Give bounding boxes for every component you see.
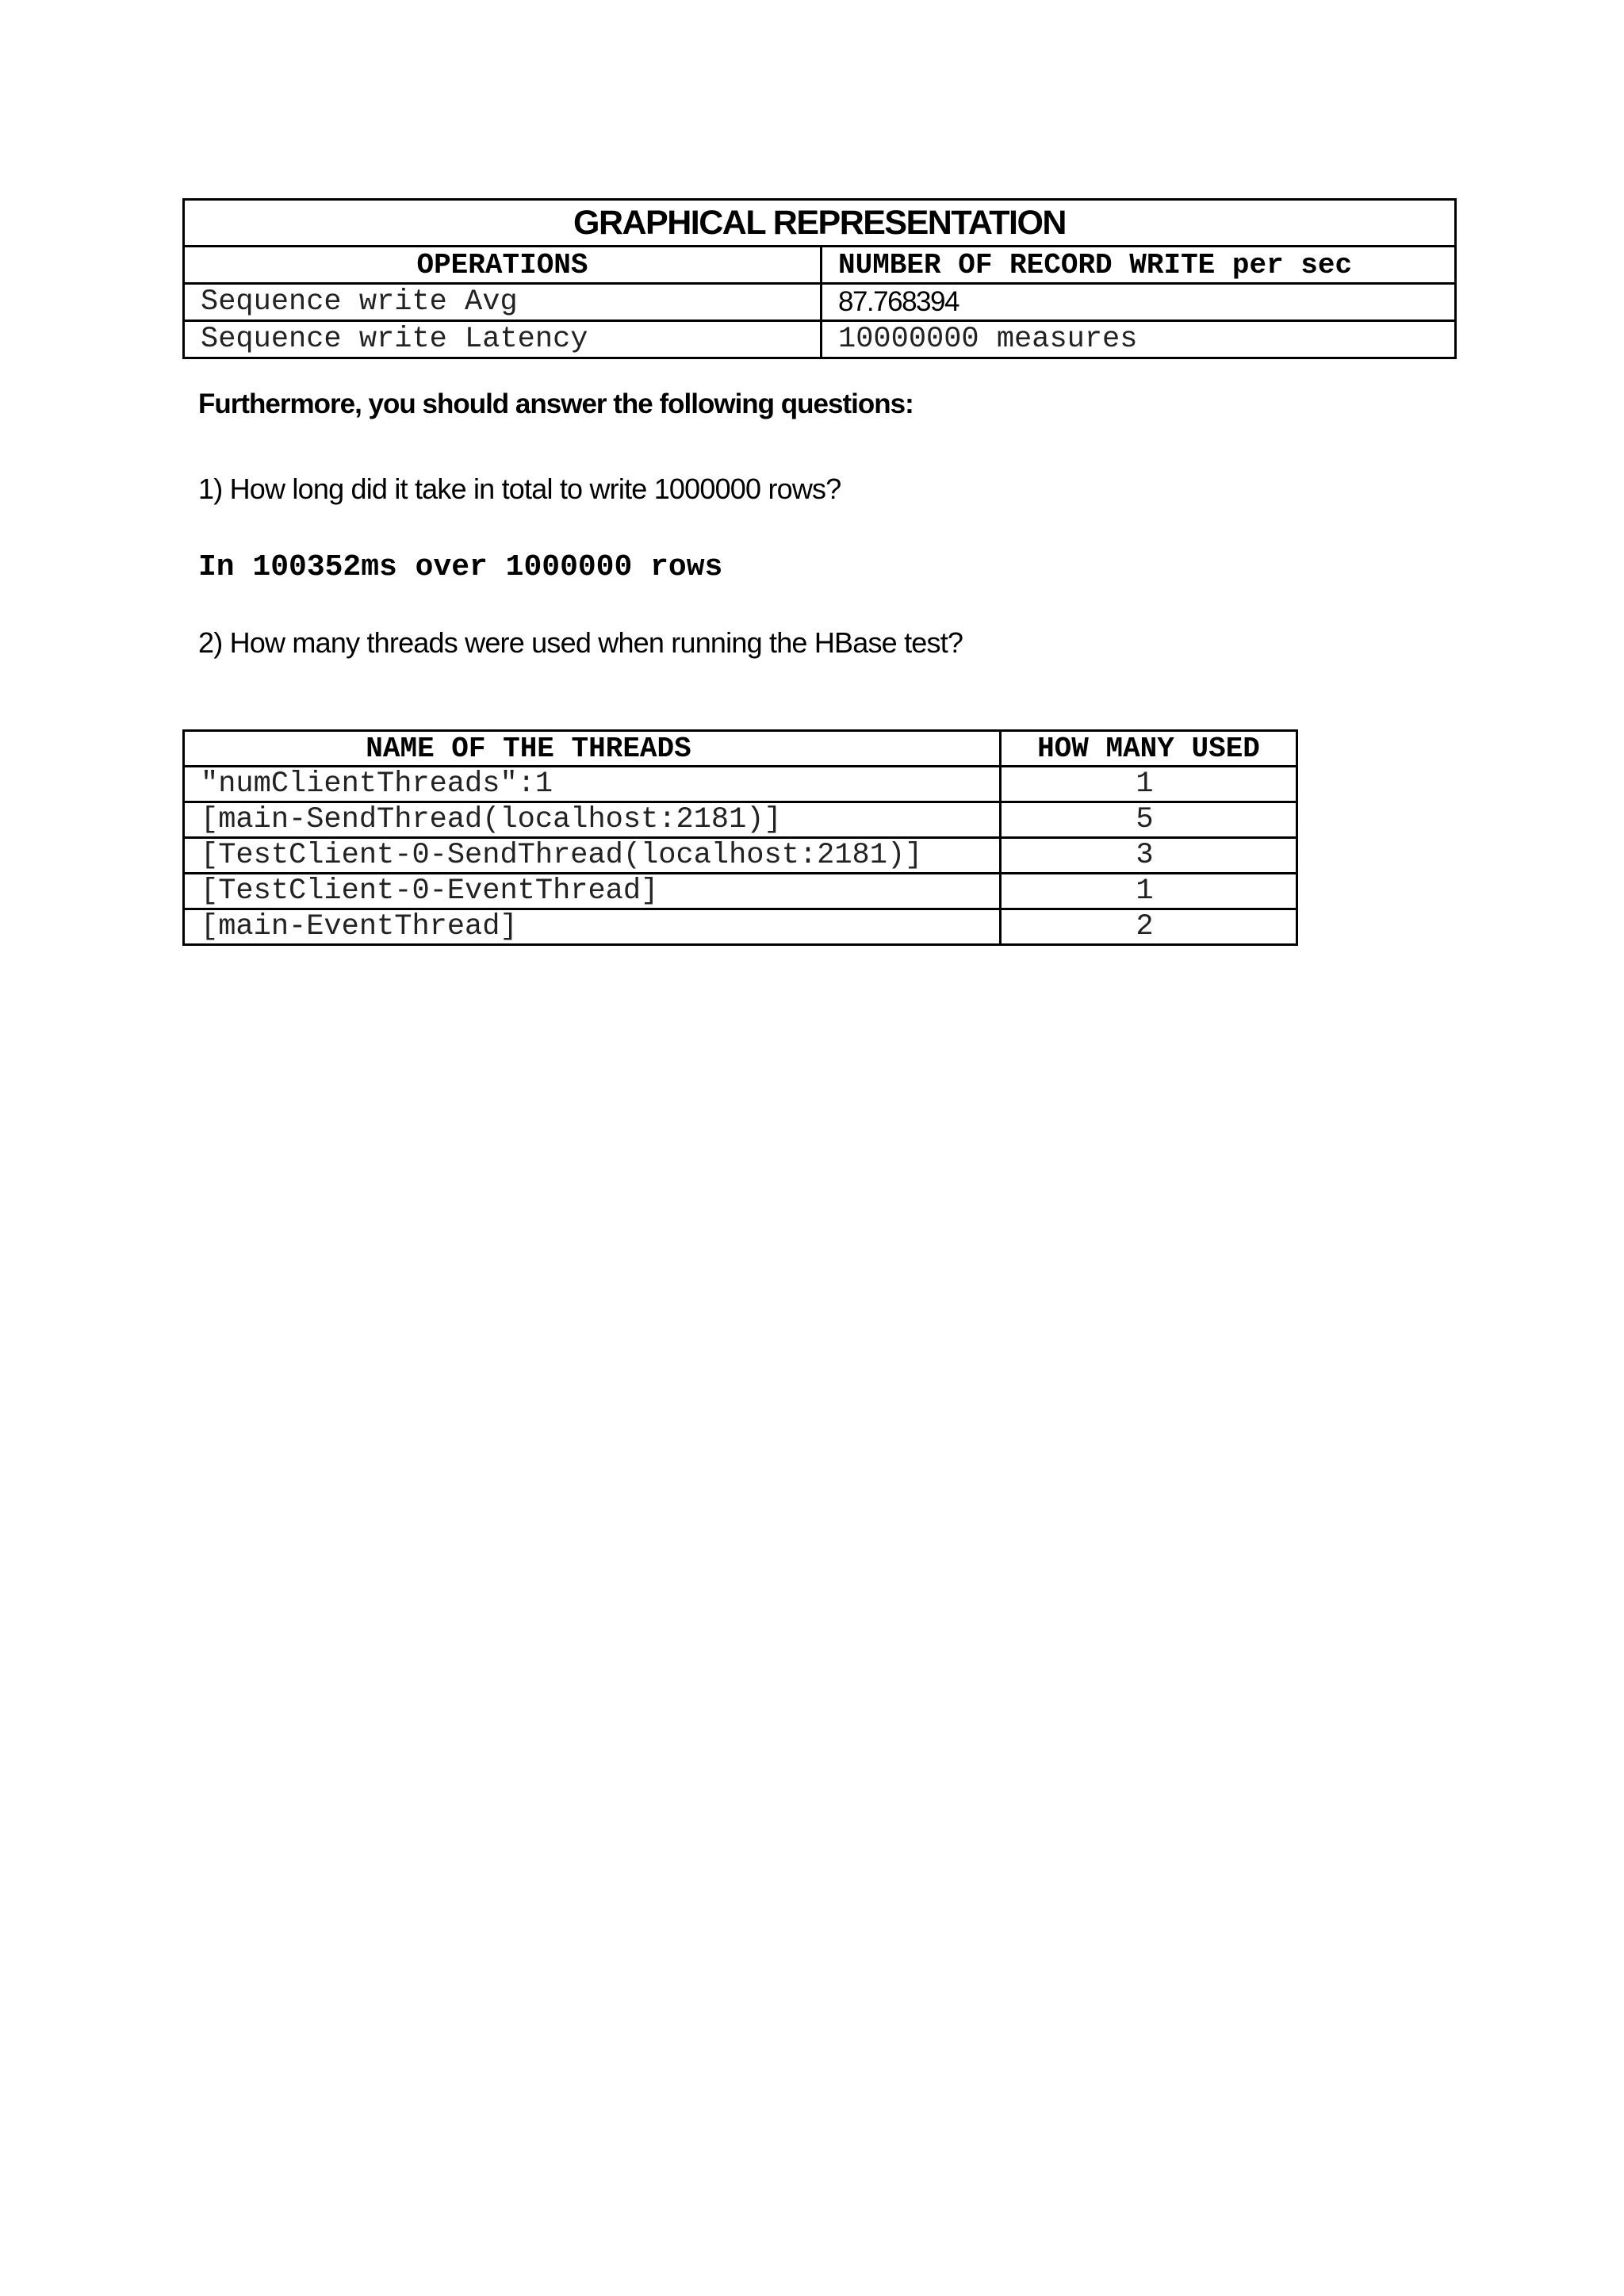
thread-name-cell: [TestClient-0-SendThread(localhost:2181)] [184,838,1001,874]
thread-name-cell: [main-SendThread(localhost:2181)] [184,802,1001,838]
table-title: GRAPHICAL REPRESENTATION [184,200,1456,247]
table-row [184,321,1456,358]
question-2: 2) How many threads were used when running the HBase test? [198,626,963,659]
graphical-representation-table [182,198,1457,359]
operation-cell: Sequence write Avg [184,284,822,321]
thread-count-cell: 1 [1001,874,1297,909]
table-row [184,767,1297,802]
questions-intro: Furthermore, you should answer the following questions: [198,388,914,419]
table-title-row [184,200,1456,247]
thread-name-cell: [main-EventThread] [184,909,1001,945]
value-cell: 87.768394 [822,284,1456,321]
table-row [184,838,1297,874]
column-header-records-per-sec: NUMBER OF RECORD WRITE per sec [822,247,1456,284]
column-header-thread-name: NAME OF THE THREADS [184,731,1001,767]
column-header-how-many: HOW MANY USED [1001,731,1297,767]
answer-1: In 100352ms over 1000000 rows [198,550,723,584]
question-1: 1) How long did it take in total to write 1000000 rows? [198,473,841,505]
operation-cell: Sequence write Latency [184,321,822,358]
thread-count-cell: 5 [1001,802,1297,838]
thread-count-cell: 3 [1001,838,1297,874]
threads-header-row [184,731,1297,767]
table-row [184,909,1297,945]
thread-name-cell: [TestClient-0-EventThread] [184,874,1001,909]
thread-count-cell: 2 [1001,909,1297,945]
table-row [184,802,1297,838]
column-header-operations: OPERATIONS [184,247,822,284]
threads-table [182,729,1298,946]
table-header-row [184,247,1456,284]
thread-count-cell: 1 [1001,767,1297,802]
table-row [184,284,1456,321]
thread-name-cell: "numClientThreads":1 [184,767,1001,802]
table-row [184,874,1297,909]
value-cell: 10000000 measures [822,321,1456,358]
